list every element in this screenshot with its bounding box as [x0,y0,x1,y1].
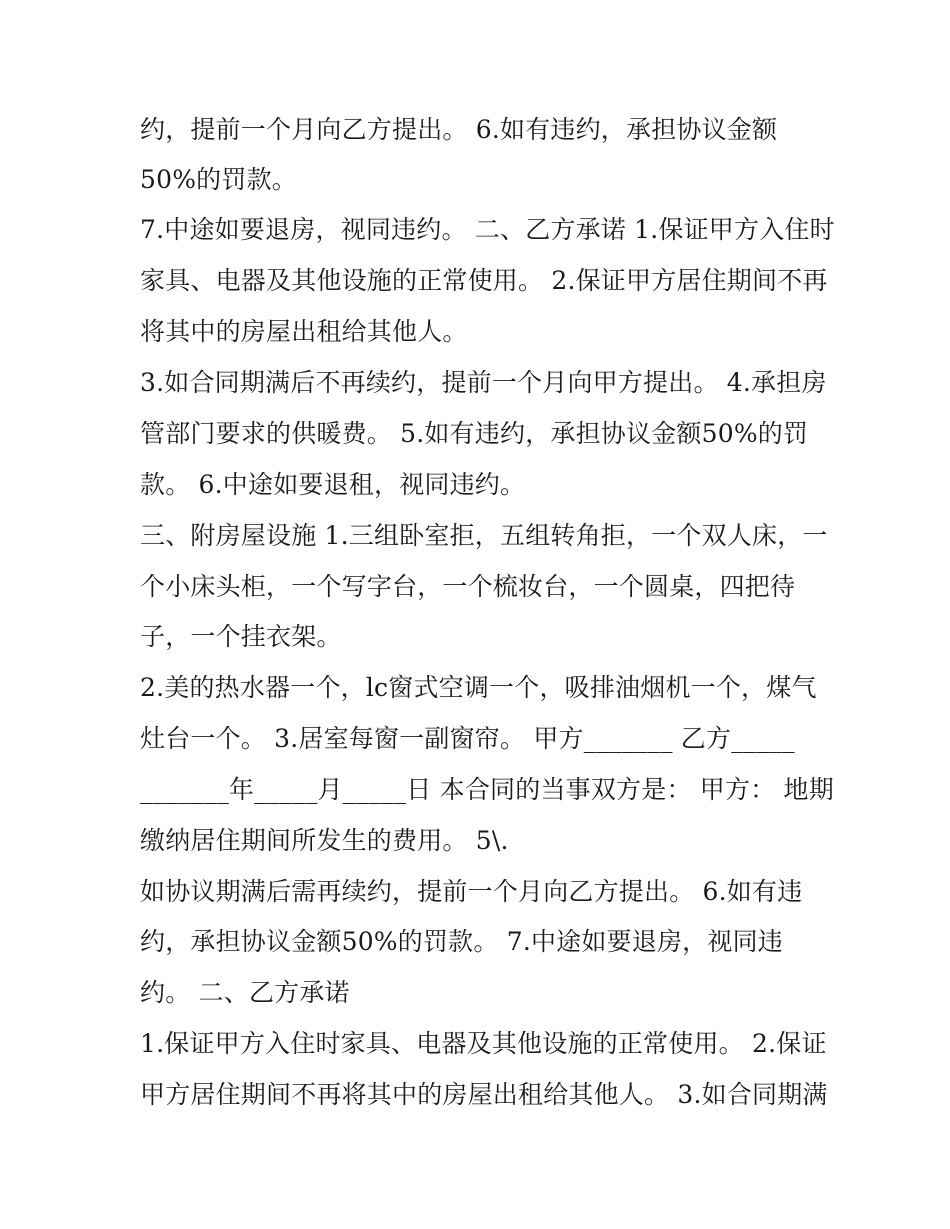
text-line: 将其中的房屋出租给其他人。 [140,317,468,346]
text-line: 50%的罚款。 [140,165,297,194]
text-line: 款。 6.中途如要退租，视同违约。 [140,470,526,499]
text-line: 家具、电器及其他设施的正常使用。 2.保证甲方居住期间不再 [140,266,828,295]
text-line: 灶台一个。 3.居室每窗一副窗帘。 甲方_______ 乙方_____ [140,724,795,753]
text-line: 甲方居住期间不再将其中的房屋出租给其他人。 3.如合同期满 [140,1080,828,1109]
text-line: 7.中途如要退房，视同违约。 二、乙方承诺 1.保证甲方入住时 [140,215,835,244]
text-line: _______年_____月_____日 本合同的当事双方是： 甲方： 地期 [140,775,834,804]
text-line: 3.如合同期满后不再续约，提前一个月向甲方提出。 4.承担房 [140,368,827,397]
text-line: 1.保证甲方入住时家具、电器及其他设施的正常使用。 2.保证 [140,1029,827,1058]
text-line: 子，一个挂衣架。 [140,622,342,651]
text-line: 约。 二、乙方承诺 [140,978,350,1007]
text-line: 管部门要求的供暖费。 5.如有违约，承担协议金额50%的罚 [140,419,809,448]
text-line: 缴纳居住期间所发生的费用。 5\. [140,826,509,855]
text-line: 约，承担协议金额50%的罚款。 7.中途如要退房，视同违 [140,927,783,956]
text-line: 2.美的热水器一个，lc窗式空调一个，吸排油烟机一个，煤气 [140,673,817,702]
text-line: 约，提前一个月向乙方提出。 6.如有违约，承担协议金额 [140,115,778,144]
text-line: 如协议期满后需再续约，提前一个月向乙方提出。 6.如有违 [140,877,803,906]
text-line: 三、附房屋设施 1.三组卧室拒，五组转角拒，一个双人床，一 [140,521,828,550]
text-line: 个小床头柜，一个写字台，一个梳妆台，一个圆桌，四把待 [140,572,796,601]
